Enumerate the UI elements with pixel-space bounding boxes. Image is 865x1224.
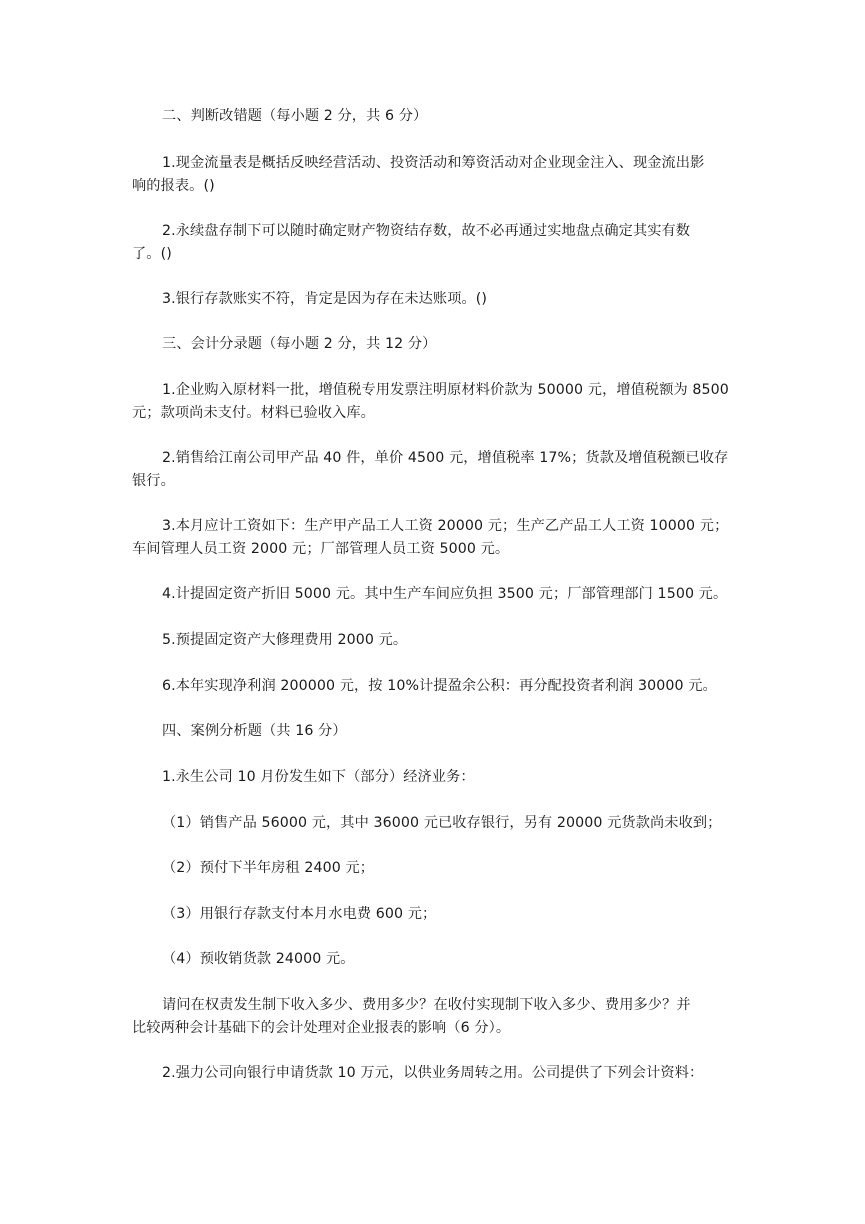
entry-2-line-2: 银行。 [132,473,175,489]
case-1-item-3: （3）用银行存款支付本月水电费 600 元； [162,906,437,922]
question-2-line-1: 2.永续盘存制下可以随时确定财产物资结存数，故不必再通过实地盘点确定其实有数 [162,223,691,239]
case-2-intro: 2.强力公司向银行申请货款 10 万元，以供业务周转之用。公司提供了下列会计资料： [162,1065,704,1081]
section-heading-true-false: 二、判断改错题（每小题 2 分，共 6 分） [162,108,428,124]
entry-4: 4.计提固定资产折旧 5000 元。其中生产车间应负担 3500 元；厂部管理部门 1500 元。 [162,586,728,602]
case-1-question-line-1: 请问在权责发生制下收入多少、费用多少？在收付实现制下收入多少、费用多少？并 [162,997,691,1013]
section-heading-case-analysis: 四、案例分析题（共 16 分） [162,723,347,739]
entry-5: 5.预提固定资产大修理费用 2000 元。 [162,632,408,648]
case-1-question-line-2: 比较两种会计基础下的会计处理对企业报表的影响（6 分）。 [132,1020,511,1036]
entry-6: 6.本年实现净利润 200000 元，按 10%计提盈余公积：再分配投资者利润 30000 元。 [162,678,717,694]
question-2-line-2: 了。() [132,246,172,262]
question-1-line-2: 响的报表。() [132,178,215,194]
entry-3-line-1: 3.本月应计工资如下：生产甲产品工人工资 20000 元；生产乙产品工人工资 10000 元； [162,518,729,534]
section-heading-journal-entries: 三、会计分录题（每小题 2 分，共 12 分） [162,336,437,352]
question-3: 3.银行存款账实不符，肯定是因为存在未达账项。() [162,291,488,307]
entry-2-line-1: 2.销售给江南公司甲产品 40 件，单价 4500 元，增值税率 17%；货款及增值税额已收存 [162,450,729,466]
case-1-item-2: （2）预付下半年房租 2400 元； [162,860,375,876]
case-1-item-1: （1）销售产品 56000 元，其中 36000 元已收存银行，另有 20000 元货款尚未收到； [162,815,722,831]
question-1-line-1: 1.现金流量表是概括反映经营活动、投资活动和筹资活动对企业现金注入、现金流出影 [162,155,705,171]
entry-1-line-1: 1.企业购入原材料一批，增值税专用发票注明原材料价款为 50000 元，增值税额为 8500 [162,382,729,398]
entry-1-line-2: 元；款项尚未支付。材料已验收入库。 [132,405,375,421]
case-1-intro: 1.永生公司 10 月份发生如下（部分）经济业务： [162,769,475,785]
entry-3-line-2: 车间管理人员工资 2000 元；厂部管理人员工资 5000 元。 [132,541,510,557]
case-1-item-4: （4）预收销货款 24000 元。 [162,951,355,967]
